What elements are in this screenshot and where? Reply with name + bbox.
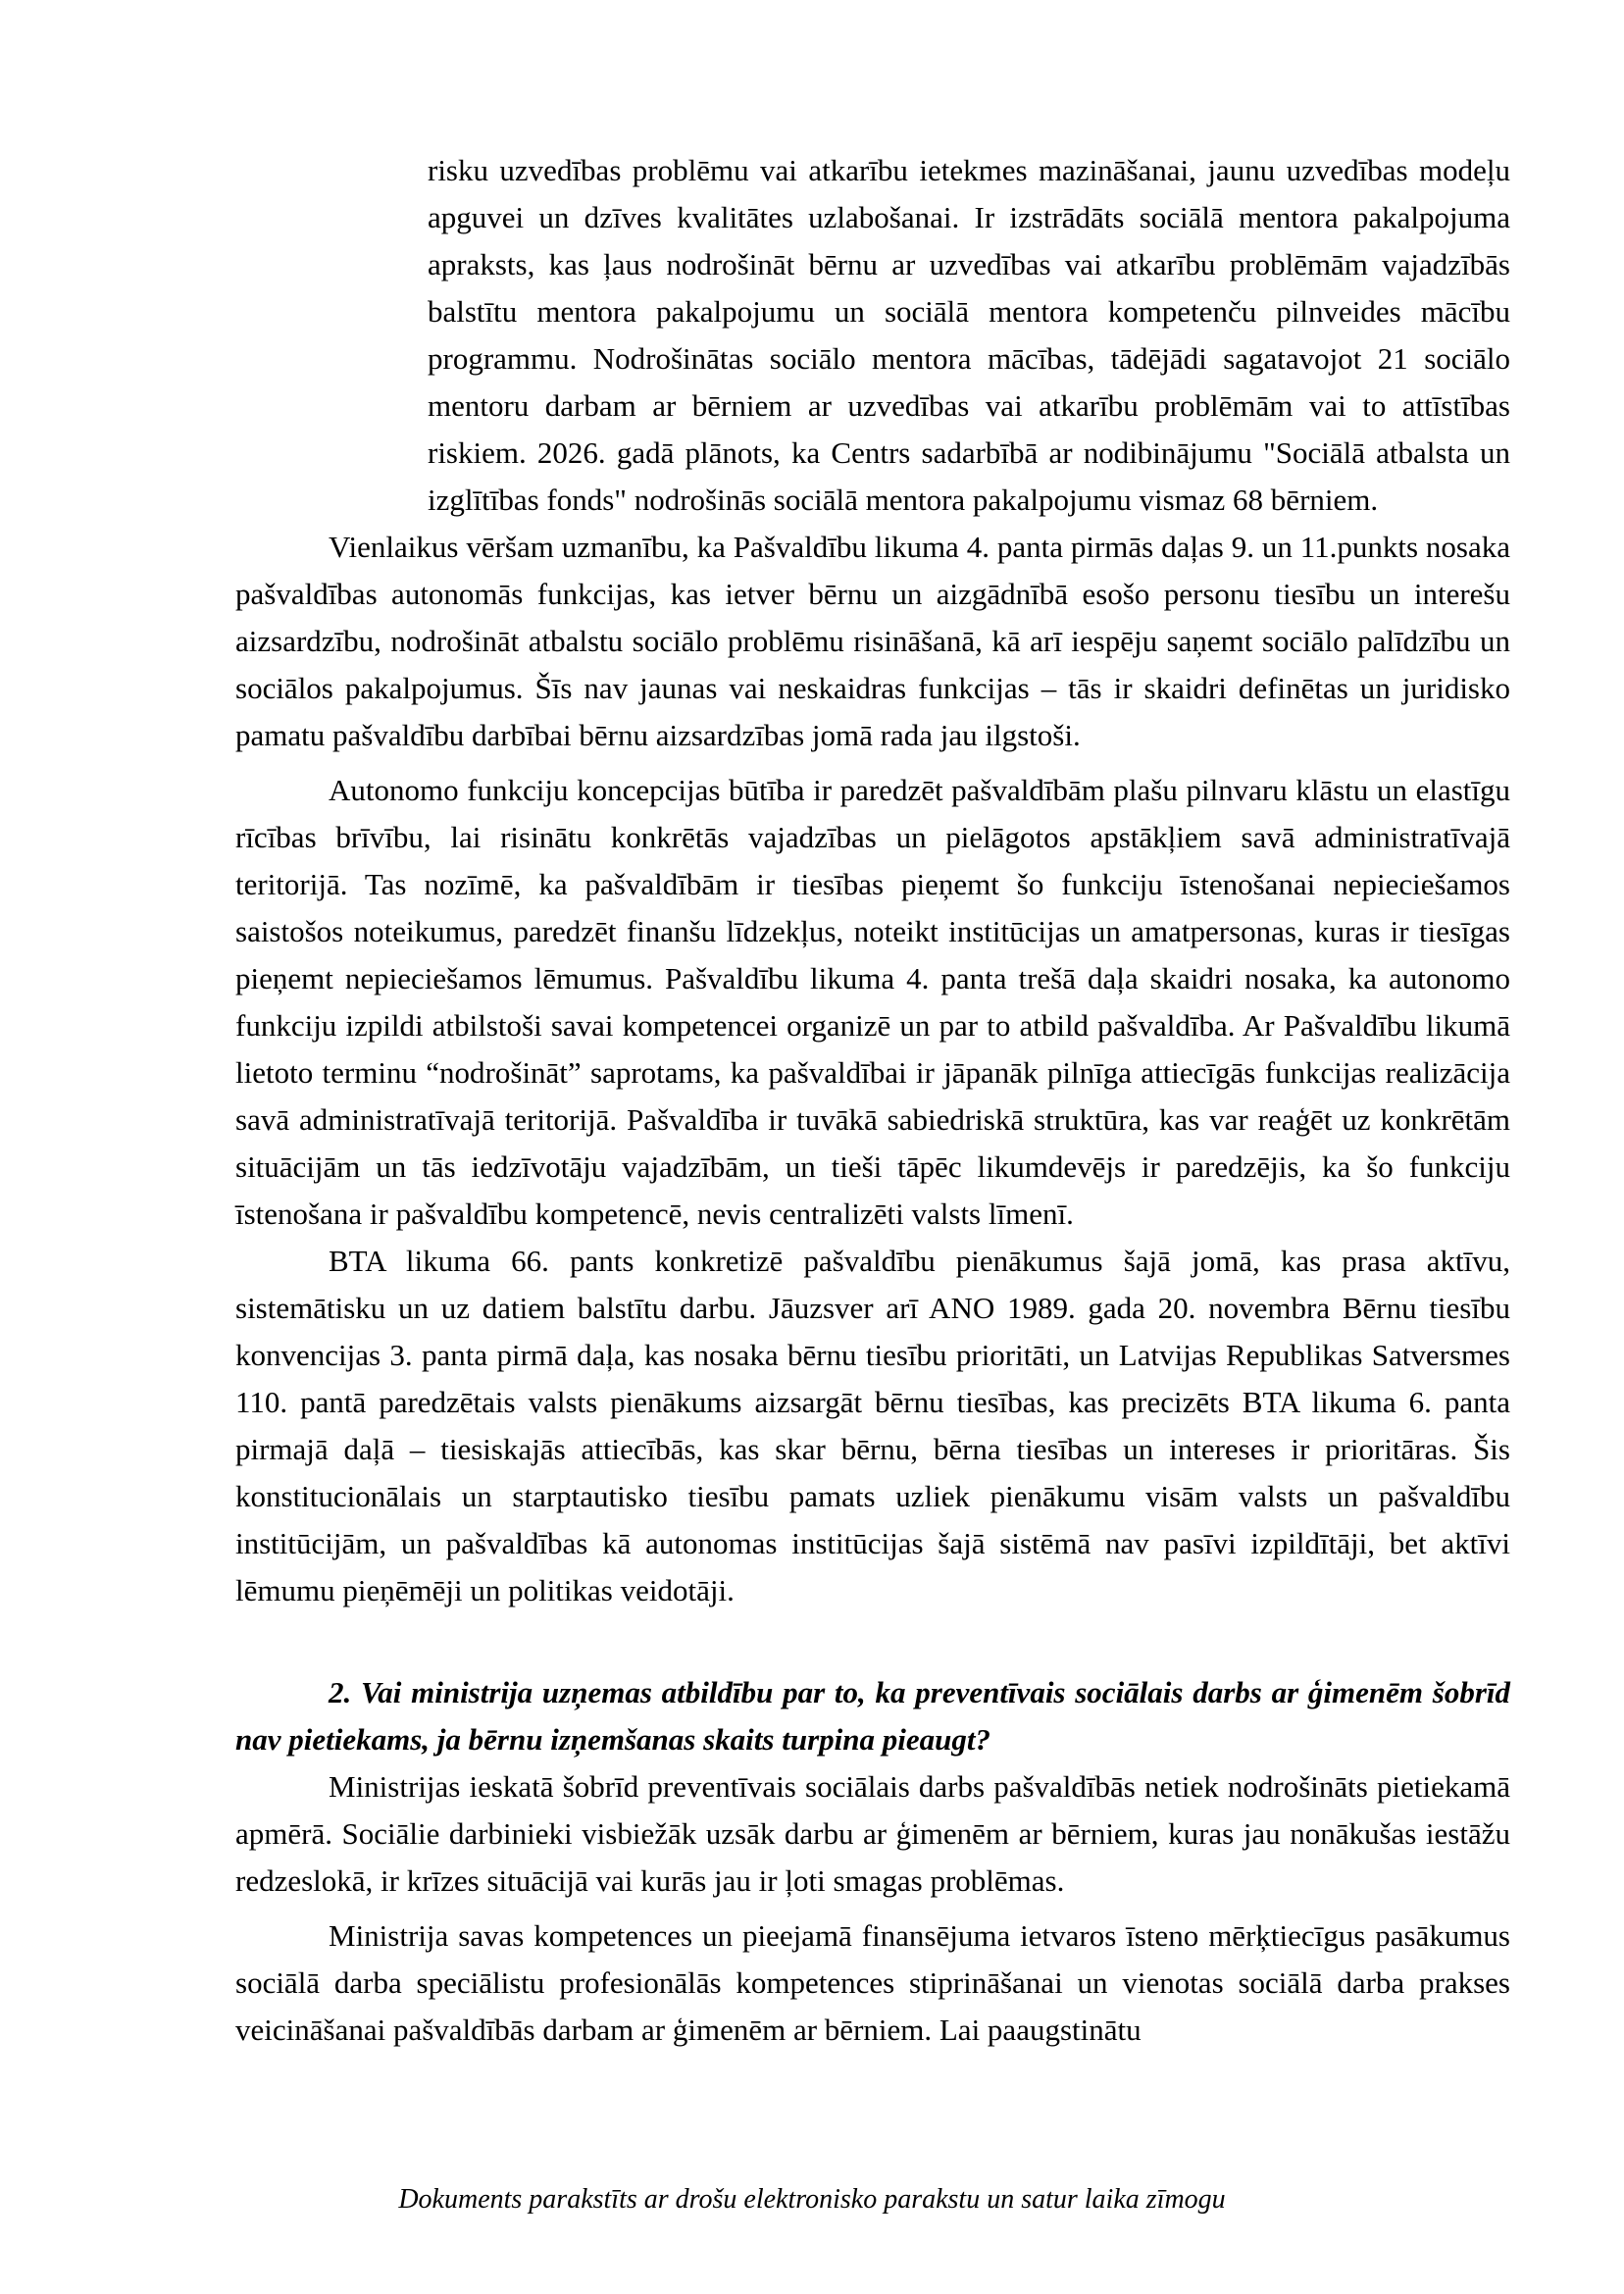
- answer-paragraph: Ministrijas ieskatā šobrīd preventīvais sociālais darbs pašvaldībās netiek nodrošināts pietiekamā apmērā. Sociālie darbinieki visbiežāk uzsāk darbu ar ģimenēm ar bērniem, kuras jau nonākušas iestāžu redzeslokā, ir krīzes situācijā vai kurās jau ir ļoti smagas problēmas.: [235, 1769, 1510, 1898]
- body-paragraph: BTA likuma 66. pants konkretizē pašvaldību pienākumus šajā jomā, kas prasa aktīvu, sistemātisku un uz datiem balstītu darbu. Jāuzsver arī ANO 1989. gada 20. novembra Bērnu tiesību konvencijas 3. panta pirmā daļa, kas nosaka bērnu tiesību prioritāti, un Latvijas Republikas Satversmes 110. pantā paredzētais valsts pienākums aizsargāt bērnu tiesības, kas precizēts BTA likuma 6. panta pirmajā daļā – tiesiskajās attiecībās, kas skar bērnu, bērna tiesības un intereses ir prioritāras. Šis konstitucionālais un starptautisko tiesību pamats uzliek pienākumu visām valsts un pašvaldību institūcijām, un pašvaldības kā autonomas institūcijas šajā sistēmā nav pasīvi izpildītāji, bet aktīvi lēmumu pieņēmēji un politikas veidotāji.: [235, 1244, 1510, 1607]
- body-paragraph: Autonomo funkciju koncepcijas būtība ir paredzēt pašvaldībām plašu pilnvaru klāstu un elastīgu rīcības brīvību, lai risinātu konkrētās vajadzības un pielāgotos apstākļiem savā administratīvajā teritorijā. Tas nozīmē, ka pašvaldībām ir tiesības pieņemt šo funkciju īstenošanai nepieciešamos saistošos noteikumus, paredzēt finanšu līdzekļus, noteikt institūcijas un amatpersonas, kuras ir tiesīgas pieņemt nepieciešamos lēmumus. Pašvaldību likuma 4. panta trešā daļa skaidri nosaka, ka autonomo funkciju izpildi atbilstoši savai kompetencei organizē un par to atbild pašvaldība. Ar Pašvaldību likumā lietoto terminu “nodrošināt” saprotams, ka pašvaldībai ir jāpanāk pilnīga attiecīgās funkcijas realizācija savā administratīvajā teritorijā. Pašvaldība ir tuvākā sabiedriskā struktūra, kas var reaģēt uz konkrētām situācijām un tās iedzīvotāju vajadzībām, un tieši tāpēc likumdevējs ir paredzējis, ka šo funkciju īstenošana ir pašvaldību kompetencē, nevis centralizēti valsts līmenī.: [235, 773, 1510, 1231]
- signature-footer: Dokuments parakstīts ar drošu elektronisko parakstu un satur laika zīmogu: [398, 2184, 1226, 2215]
- body-paragraph: Vienlaikus vēršam uzmanību, ka Pašvaldību likuma 4. panta pirmās daļas 9. un 11.punkts nosaka pašvaldības autonomās funkcijas, kas ietver bērnu un aizgādnībā esošo personu tiesību un interešu aizsardzību, nodrošināt atbalstu sociālo problēmu risināšanā, kā arī iespēju saņemt sociālo palīdzību un sociālos pakalpojumus. Šīs nav jaunas vai neskaidras funkcijas – tās ir skaidri definētas un juridisko pamatu pašvaldību darbībai bērnu aizsardzības jomā rada jau ilgstoši.: [235, 530, 1510, 752]
- continued-paragraph: risku uzvedības problēmu vai atkarību ietekmes mazināšanai, jaunu uzvedības modeļu apguvei un dzīves kvalitātes uzlabošanai. Ir izstrādāts sociālā mentora pakalpojuma apraksts, kas ļaus nodrošināt bērnu ar uzvedības vai atkarību problēmām vajadzībās balstītu mentora pakalpojumu un sociālā mentora kompetenču pilnveides mācību programmu. Nodrošinātas sociālo mentora mācības, tādējādi sagatavojot 21 sociālo mentoru darbam ar bērniem ar uzvedības vai atkarību problēmām vai to attīstības riskiem. 2026. gadā plānots, ka Centrs sadarbībā ar nodibinājumu "Sociālā atbalsta un izglītības fonds" nodrošinās sociālā mentora pakalpojumu vismaz 68 bērniem.: [428, 153, 1510, 517]
- answer-paragraph: Ministrija savas kompetences un pieejamā finansējuma ietvaros īsteno mērķtiecīgus pasākumus sociālā darba speciālistu profesionālās kompetences stiprināšanai un vienotas sociālā darba prakses veicināšanai pašvaldībās darbam ar ģimenēm ar bērniem. Lai paaugstinātu: [235, 1918, 1510, 2047]
- question-heading: 2. Vai ministrija uzņemas atbildību par to, ka preventīvais sociālais darbs ar ģimenēm šobrīd nav pietiekams, ja bērnu izņemšanas skaits turpina pieaugt?: [235, 1675, 1510, 1757]
- document-body: [235, 147, 1510, 2054]
